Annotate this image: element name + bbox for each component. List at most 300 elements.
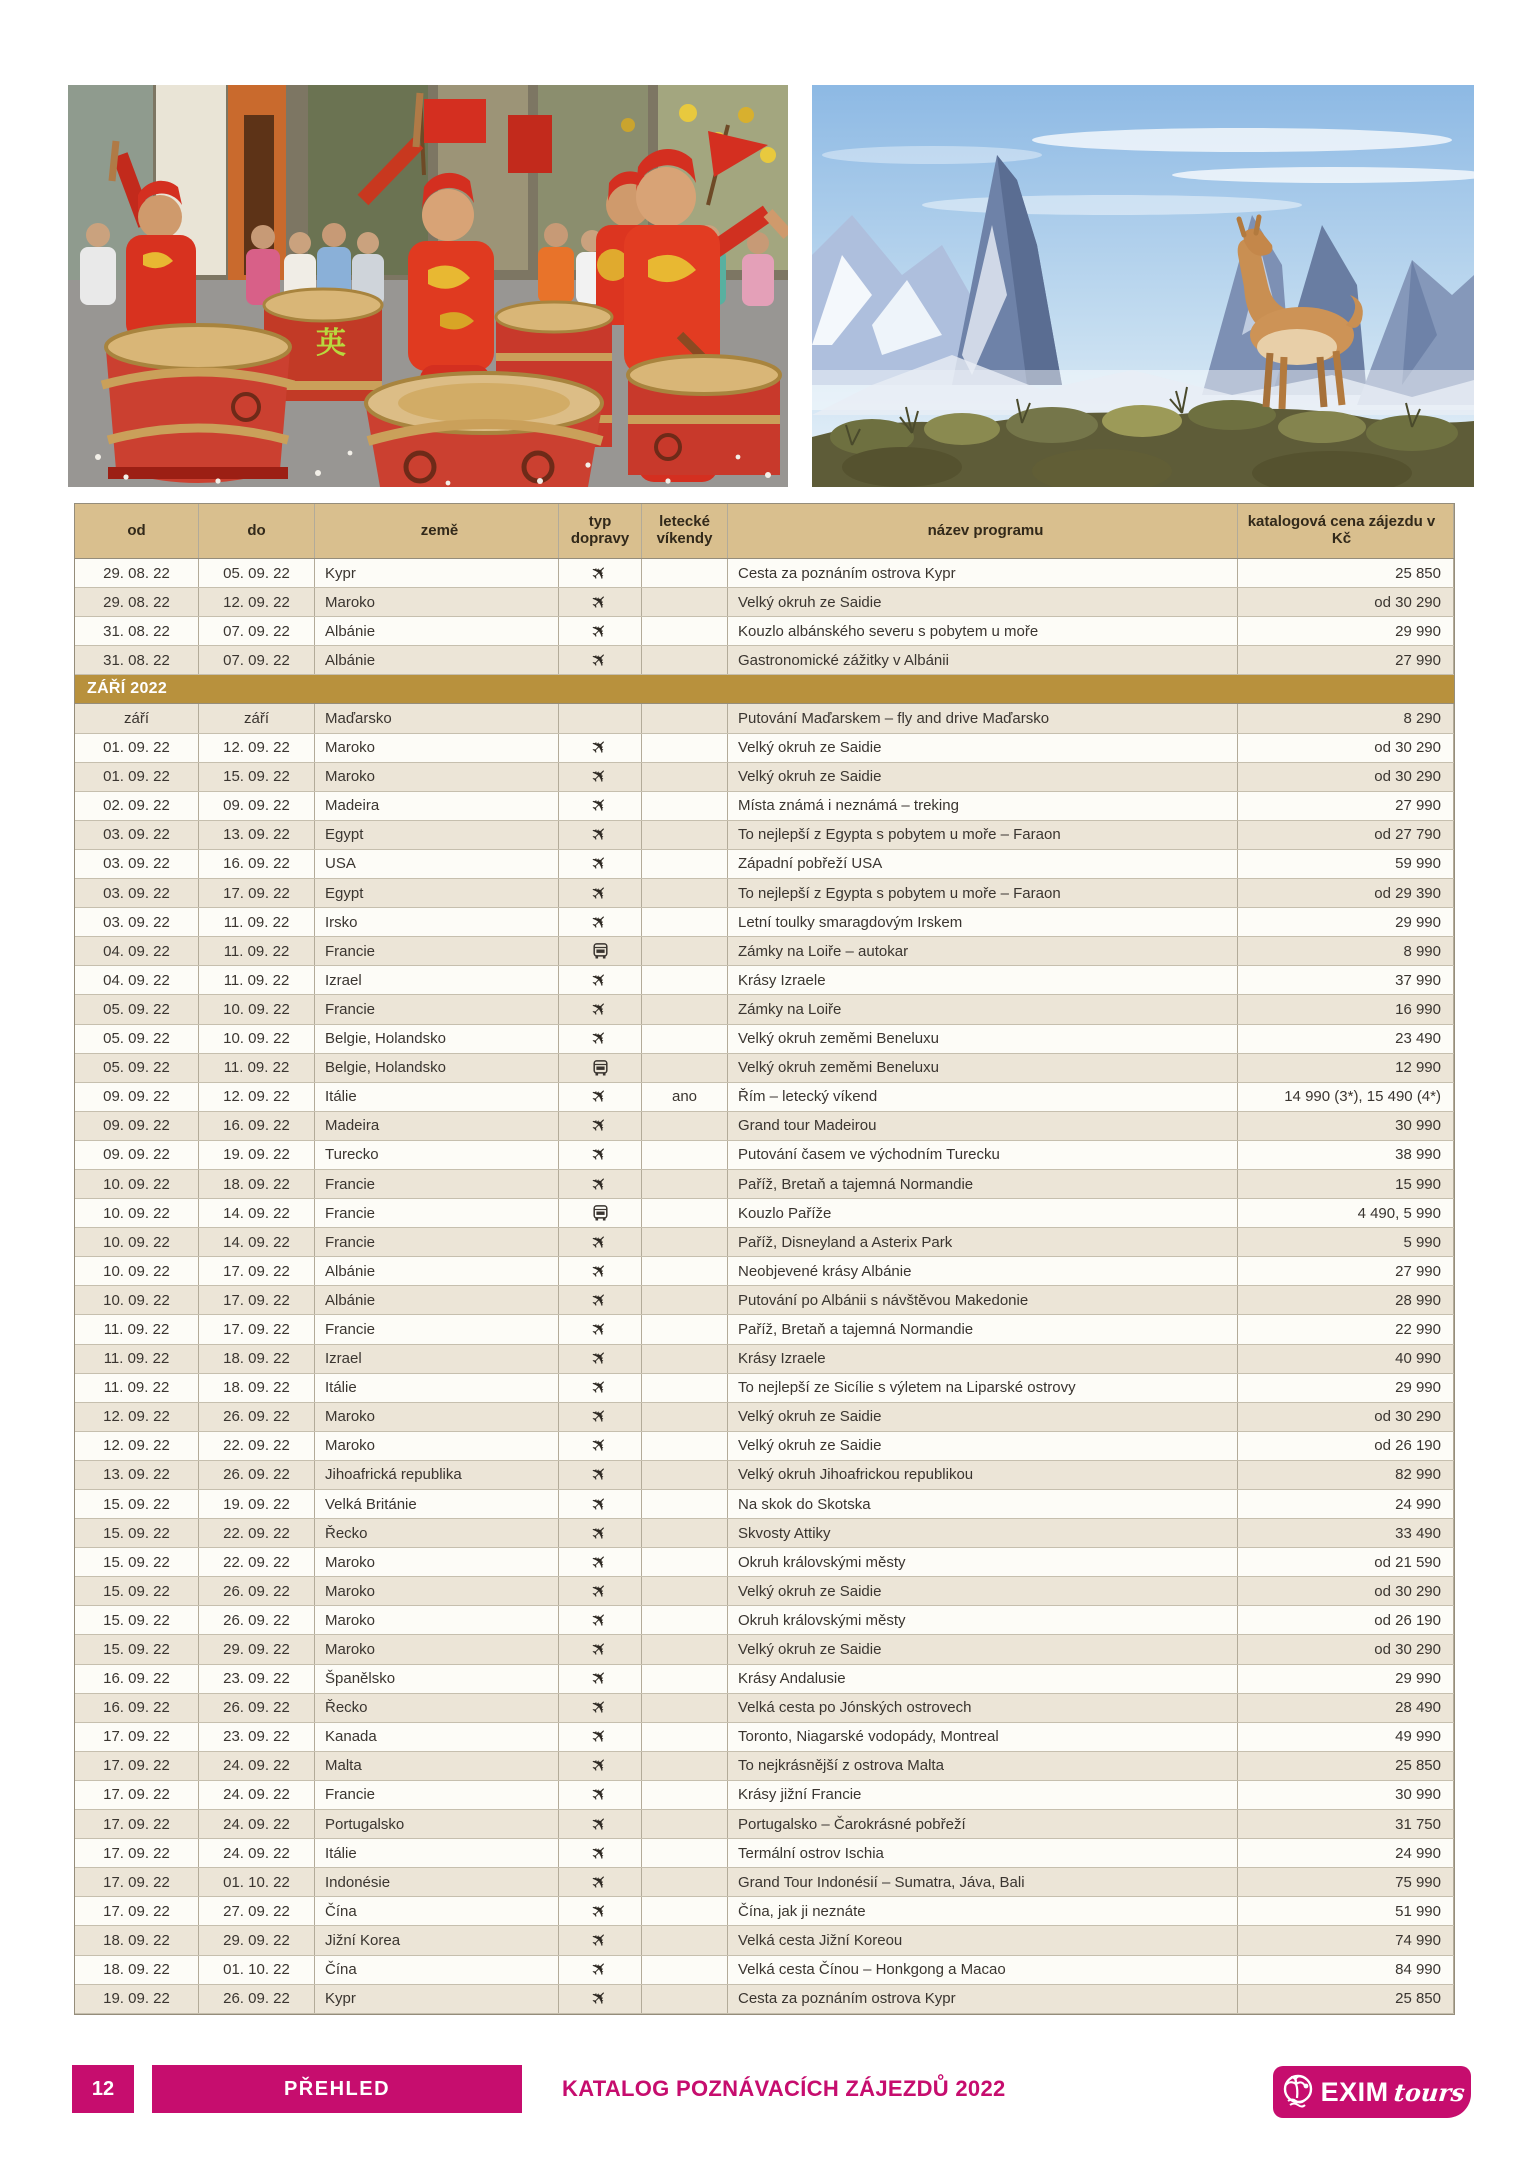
cell-do: 11. 09. 22 — [199, 1054, 315, 1082]
cell-nazev: Neobjevené krásy Albánie — [728, 1257, 1238, 1285]
cell-nazev: Velký okruh ze Saidie — [728, 1432, 1238, 1460]
cell-cena: 40 990 — [1238, 1345, 1454, 1373]
cell-nazev: Paříž, Disneyland a Asterix Park — [728, 1228, 1238, 1256]
cell-do: 17. 09. 22 — [199, 879, 315, 907]
cell-do: 10. 09. 22 — [199, 1025, 315, 1053]
table-row — [75, 1781, 1454, 1810]
plane-icon: ✈ — [586, 763, 614, 790]
cell-typ — [559, 734, 642, 762]
plane-icon: ✈ — [586, 1287, 614, 1314]
cell-vikend — [642, 1577, 728, 1605]
cell-od: 10. 09. 22 — [75, 1257, 199, 1285]
cell-nazev: Velký okruh ze Saidie — [728, 763, 1238, 791]
table-row — [75, 937, 1454, 966]
cell-typ — [559, 1752, 642, 1780]
cell-vikend — [642, 1548, 728, 1576]
cell-cena: od 30 290 — [1238, 763, 1454, 791]
cell-do: 16. 09. 22 — [199, 850, 315, 878]
cell-nazev: To nejkrásnější z ostrova Malta — [728, 1752, 1238, 1780]
cell-nazev: Kouzlo Paříže — [728, 1199, 1238, 1227]
plane-icon: ✈ — [586, 1141, 614, 1168]
cell-nazev: Západní pobřeží USA — [728, 850, 1238, 878]
cell-zeme: Maroko — [315, 1432, 559, 1460]
cell-od: 03. 09. 22 — [75, 908, 199, 936]
header-nazev: název programu — [728, 504, 1238, 558]
section-label: ZÁŘÍ 2022 — [87, 680, 168, 698]
cell-do: 26. 09. 22 — [199, 1461, 315, 1489]
cell-vikend — [642, 646, 728, 674]
cell-do: 11. 09. 22 — [199, 908, 315, 936]
cell-vikend — [642, 966, 728, 994]
cell-od: 15. 09. 22 — [75, 1490, 199, 1518]
cell-nazev: Putování po Albánii s návštěvou Makedonie — [728, 1286, 1238, 1314]
cell-do: 12. 09. 22 — [199, 734, 315, 762]
cell-do: 17. 09. 22 — [199, 1286, 315, 1314]
cell-od: 17. 09. 22 — [75, 1752, 199, 1780]
table-row — [75, 1025, 1454, 1054]
cell-od: 13. 09. 22 — [75, 1461, 199, 1489]
cell-vikend — [642, 763, 728, 791]
table-row — [75, 734, 1454, 763]
cell-nazev: Gastronomické zážitky v Albánii — [728, 646, 1238, 674]
table-row — [75, 1286, 1454, 1315]
cell-vikend — [642, 879, 728, 907]
cell-vikend — [642, 1810, 728, 1838]
cell-nazev: Velký okruh ze Saidie — [728, 734, 1238, 762]
cell-typ — [559, 1141, 642, 1169]
left-photo-drummers — [68, 85, 788, 487]
table-row — [75, 1926, 1454, 1955]
cell-od: 11. 09. 22 — [75, 1315, 199, 1343]
cell-cena: 29 990 — [1238, 908, 1454, 936]
cell-zeme: Maďarsko — [315, 704, 559, 732]
cell-nazev: Letní toulky smaragdovým Irskem — [728, 908, 1238, 936]
cell-od: 03. 09. 22 — [75, 821, 199, 849]
cell-do: 15. 09. 22 — [199, 763, 315, 791]
table-row — [75, 1461, 1454, 1490]
cell-zeme: Kypr — [315, 1985, 559, 2013]
cell-do: 19. 09. 22 — [199, 1141, 315, 1169]
cell-cena: 8 290 — [1238, 704, 1454, 732]
cell-typ — [559, 1199, 642, 1227]
plane-icon: ✈ — [586, 1490, 614, 1518]
cell-cena: 25 850 — [1238, 1752, 1454, 1780]
cell-od: 18. 09. 22 — [75, 1956, 199, 1984]
plane-icon: ✈ — [586, 1083, 614, 1110]
cell-zeme: Řecko — [315, 1519, 559, 1547]
cell-vikend — [642, 588, 728, 616]
plane-icon: ✈ — [586, 1956, 614, 1983]
cell-zeme: Madeira — [315, 1112, 559, 1140]
cell-do: 24. 09. 22 — [199, 1839, 315, 1867]
cell-cena: 5 990 — [1238, 1228, 1454, 1256]
cell-od: 10. 09. 22 — [75, 1199, 199, 1227]
table-row — [75, 1577, 1454, 1606]
cell-od: 15. 09. 22 — [75, 1635, 199, 1663]
cell-cena: 22 990 — [1238, 1315, 1454, 1343]
cell-od: 03. 09. 22 — [75, 850, 199, 878]
cell-cena: 25 850 — [1238, 1985, 1454, 2013]
cell-cena: od 26 190 — [1238, 1606, 1454, 1634]
plane-icon: ✈ — [586, 1607, 614, 1634]
cell-typ — [559, 850, 642, 878]
plane-icon: ✈ — [586, 1025, 614, 1052]
cell-zeme: Portugalsko — [315, 1810, 559, 1838]
cell-zeme: Jihoafrická republika — [315, 1461, 559, 1489]
cell-vikend — [642, 1315, 728, 1343]
cell-od: 16. 09. 22 — [75, 1694, 199, 1722]
cell-vikend — [642, 1054, 728, 1082]
cell-cena: 27 990 — [1238, 792, 1454, 820]
cell-zeme: Francie — [315, 1781, 559, 1809]
cell-typ — [559, 908, 642, 936]
cell-zeme: Maroko — [315, 1606, 559, 1634]
plane-icon: ✈ — [586, 1345, 614, 1372]
cell-typ — [559, 1315, 642, 1343]
cell-vikend — [642, 1374, 728, 1402]
cell-nazev: To nejlepší z Egypta s pobytem u moře – Faraon — [728, 821, 1238, 849]
cell-od: 31. 08. 22 — [75, 646, 199, 674]
cell-od: 05. 09. 22 — [75, 995, 199, 1023]
plane-icon: ✈ — [586, 1781, 614, 1809]
header-typ: typ dopravy — [559, 504, 642, 558]
cell-nazev: Paříž, Bretaň a tajemná Normandie — [728, 1170, 1238, 1198]
cell-vikend — [642, 734, 728, 762]
plane-icon: ✈ — [586, 1752, 614, 1779]
cell-vikend — [642, 1665, 728, 1693]
table-row — [75, 646, 1454, 675]
cell-do: 16. 09. 22 — [199, 1112, 315, 1140]
cell-nazev: Místa známá i neznámá – treking — [728, 792, 1238, 820]
cell-cena: 14 990 (3*), 15 490 (4*) — [1238, 1083, 1454, 1111]
cell-typ — [559, 995, 642, 1023]
cell-od: 17. 09. 22 — [75, 1897, 199, 1925]
cell-cena: 82 990 — [1238, 1461, 1454, 1489]
cell-zeme: Izrael — [315, 1345, 559, 1373]
cell-do: 26. 09. 22 — [199, 1403, 315, 1431]
cell-cena: 49 990 — [1238, 1723, 1454, 1751]
plane-icon: ✈ — [586, 1549, 614, 1576]
cell-cena: 37 990 — [1238, 966, 1454, 994]
cell-nazev: Velká cesta Čínou – Honkgong a Macao — [728, 1956, 1238, 1984]
table-row — [75, 1403, 1454, 1432]
cell-typ — [559, 588, 642, 616]
plane-icon: ✈ — [586, 618, 614, 645]
cell-od: 15. 09. 22 — [75, 1519, 199, 1547]
cell-od: 10. 09. 22 — [75, 1228, 199, 1256]
cell-typ — [559, 1257, 642, 1285]
cell-typ — [559, 1839, 642, 1867]
cell-od: 17. 09. 22 — [75, 1810, 199, 1838]
header-vikend: letecké víkendy — [642, 504, 728, 558]
cell-vikend: ano — [642, 1083, 728, 1111]
cell-do: 26. 09. 22 — [199, 1577, 315, 1605]
plane-icon: ✈ — [586, 1112, 614, 1139]
plane-icon: ✈ — [586, 1665, 614, 1692]
cell-typ — [559, 559, 642, 587]
table-row — [75, 792, 1454, 821]
cell-nazev: Velká cesta Jižní Koreou — [728, 1926, 1238, 1954]
cell-nazev: Velká cesta po Jónských ostrovech — [728, 1694, 1238, 1722]
cell-do: září — [199, 704, 315, 732]
cell-zeme: Itálie — [315, 1374, 559, 1402]
cell-zeme: Kypr — [315, 559, 559, 587]
cell-do: 18. 09. 22 — [199, 1170, 315, 1198]
cell-nazev: Okruh královskými městy — [728, 1548, 1238, 1576]
cell-typ — [559, 1606, 642, 1634]
cell-od: 09. 09. 22 — [75, 1112, 199, 1140]
cell-nazev: Paříž, Bretaň a tajemná Normandie — [728, 1315, 1238, 1343]
cell-cena: 12 990 — [1238, 1054, 1454, 1082]
cell-nazev: Zámky na Loiře – autokar — [728, 937, 1238, 965]
cell-zeme: Francie — [315, 937, 559, 965]
cell-do: 18. 09. 22 — [199, 1374, 315, 1402]
plane-icon: ✈ — [586, 967, 614, 994]
cell-vikend — [642, 908, 728, 936]
cell-zeme: USA — [315, 850, 559, 878]
cell-cena: od 27 790 — [1238, 821, 1454, 849]
cell-vikend — [642, 995, 728, 1023]
cell-typ — [559, 1781, 642, 1809]
cell-cena: 75 990 — [1238, 1868, 1454, 1896]
cell-vikend — [642, 1141, 728, 1169]
overview-tab: PŘEHLED — [152, 2065, 522, 2113]
table-body — [75, 559, 1454, 2014]
cell-od: 29. 08. 22 — [75, 588, 199, 616]
cell-nazev: Grand Tour Indonésií – Sumatra, Jáva, Bali — [728, 1868, 1238, 1896]
cell-od: 09. 09. 22 — [75, 1083, 199, 1111]
cell-vikend — [642, 1170, 728, 1198]
cell-cena: od 30 290 — [1238, 588, 1454, 616]
cell-vikend — [642, 1490, 728, 1518]
cell-vikend — [642, 1228, 728, 1256]
plane-icon: ✈ — [586, 996, 614, 1023]
cell-zeme: Madeira — [315, 792, 559, 820]
plane-icon: ✈ — [586, 1316, 614, 1343]
cell-do: 07. 09. 22 — [199, 617, 315, 645]
cell-zeme: Belgie, Holandsko — [315, 1025, 559, 1053]
table-row — [75, 763, 1454, 792]
cell-cena: od 30 290 — [1238, 734, 1454, 762]
cell-typ — [559, 1723, 642, 1751]
cell-cena: od 29 390 — [1238, 879, 1454, 907]
cell-cena: 27 990 — [1238, 646, 1454, 674]
table-header — [75, 504, 1454, 559]
cell-vikend — [642, 850, 728, 878]
cell-typ — [559, 1403, 642, 1431]
cell-cena: 31 750 — [1238, 1810, 1454, 1838]
cell-zeme: Maroko — [315, 1403, 559, 1431]
right-photo-patagonia-guanaco — [812, 85, 1474, 487]
cell-typ — [559, 1926, 642, 1954]
cell-nazev: Velký okruh ze Saidie — [728, 588, 1238, 616]
cell-nazev: Okruh královskými městy — [728, 1606, 1238, 1634]
cell-cena: 33 490 — [1238, 1519, 1454, 1547]
cell-typ — [559, 1432, 642, 1460]
cell-do: 18. 09. 22 — [199, 1345, 315, 1373]
cell-nazev: Řím – letecký víkend — [728, 1083, 1238, 1111]
cell-do: 12. 09. 22 — [199, 588, 315, 616]
plane-icon: ✈ — [586, 559, 614, 587]
plane-icon: ✈ — [586, 1840, 614, 1867]
table-row — [75, 1897, 1454, 1926]
cell-typ — [559, 1694, 642, 1722]
cell-cena: 30 990 — [1238, 1781, 1454, 1809]
cell-zeme: Albánie — [315, 1286, 559, 1314]
plane-icon: ✈ — [586, 1723, 614, 1750]
cell-od: 12. 09. 22 — [75, 1403, 199, 1431]
cell-zeme: Maroko — [315, 588, 559, 616]
cell-vikend — [642, 704, 728, 732]
table-row — [75, 1548, 1454, 1577]
cell-od: 16. 09. 22 — [75, 1665, 199, 1693]
cell-typ — [559, 1461, 642, 1489]
cell-zeme: Maroko — [315, 763, 559, 791]
cell-zeme: Francie — [315, 1199, 559, 1227]
cell-do: 26. 09. 22 — [199, 1606, 315, 1634]
table-row — [75, 1054, 1454, 1083]
plane-icon: ✈ — [586, 1927, 614, 1954]
cell-nazev: Velký okruh ze Saidie — [728, 1403, 1238, 1431]
cell-nazev: Portugalsko – Čarokrásné pobřeží — [728, 1810, 1238, 1838]
cell-zeme: Irsko — [315, 908, 559, 936]
cell-vikend — [642, 1839, 728, 1867]
cell-do: 14. 09. 22 — [199, 1199, 315, 1227]
cell-typ — [559, 821, 642, 849]
cell-cena: 15 990 — [1238, 1170, 1454, 1198]
cell-do: 01. 10. 22 — [199, 1956, 315, 1984]
cell-cena: od 26 190 — [1238, 1432, 1454, 1460]
plane-icon: ✈ — [586, 1229, 614, 1256]
cell-nazev: Cesta za poznáním ostrova Kypr — [728, 559, 1238, 587]
plane-icon: ✈ — [586, 1432, 614, 1459]
brand-suffix: tours — [1392, 2077, 1466, 2107]
cell-zeme: Francie — [315, 995, 559, 1023]
header-cena: katalogová cena zájezdu v Kč — [1238, 504, 1454, 558]
cell-nazev: Putování časem ve východním Turecku — [728, 1141, 1238, 1169]
plane-icon: ✈ — [586, 1985, 614, 2012]
table-row — [75, 1257, 1454, 1286]
cell-od: 01. 09. 22 — [75, 763, 199, 791]
cell-typ — [559, 1025, 642, 1053]
plane-icon: ✈ — [586, 1258, 614, 1285]
patagonia-guanaco-illustration — [812, 85, 1474, 487]
cell-do: 11. 09. 22 — [199, 966, 315, 994]
table-row — [75, 1345, 1454, 1374]
cell-cena: 27 990 — [1238, 1257, 1454, 1285]
cell-vikend — [642, 1025, 728, 1053]
cell-do: 13. 09. 22 — [199, 821, 315, 849]
plane-icon: ✈ — [586, 1898, 614, 1925]
cell-nazev: Grand tour Madeirou — [728, 1112, 1238, 1140]
cell-do: 12. 09. 22 — [199, 1083, 315, 1111]
table-row — [75, 1985, 1454, 2014]
cell-nazev: Velký okruh ze Saidie — [728, 1635, 1238, 1663]
cell-zeme: Egypt — [315, 879, 559, 907]
cell-cena: 24 990 — [1238, 1490, 1454, 1518]
cell-cena: 28 490 — [1238, 1694, 1454, 1722]
cell-nazev: Krásy jižní Francie — [728, 1781, 1238, 1809]
cell-zeme: Jižní Korea — [315, 1926, 559, 1954]
cell-typ — [559, 792, 642, 820]
cell-nazev: Čína, jak ji neznáte — [728, 1897, 1238, 1925]
table-row — [75, 879, 1454, 908]
table-row — [75, 1315, 1454, 1344]
cell-cena: 28 990 — [1238, 1286, 1454, 1314]
table-row — [75, 1694, 1454, 1723]
cell-typ — [559, 1956, 642, 1984]
table-row — [75, 1519, 1454, 1548]
cell-cena: 25 850 — [1238, 559, 1454, 587]
cell-vikend — [642, 1199, 728, 1227]
cell-typ — [559, 1985, 642, 2013]
cell-od: 02. 09. 22 — [75, 792, 199, 820]
cell-zeme: Francie — [315, 1315, 559, 1343]
cell-nazev: Skvosty Attiky — [728, 1519, 1238, 1547]
cell-od: 05. 09. 22 — [75, 1054, 199, 1082]
table-row — [75, 1083, 1454, 1112]
cell-cena: od 30 290 — [1238, 1635, 1454, 1663]
cell-cena: 24 990 — [1238, 1839, 1454, 1867]
table-row — [75, 1374, 1454, 1403]
cell-do: 22. 09. 22 — [199, 1519, 315, 1547]
cell-zeme: Čína — [315, 1956, 559, 1984]
cell-nazev: Termální ostrov Ischia — [728, 1839, 1238, 1867]
drummers-parade-illustration — [68, 85, 788, 487]
cell-do: 23. 09. 22 — [199, 1723, 315, 1751]
cell-do: 29. 09. 22 — [199, 1926, 315, 1954]
cell-do: 19. 09. 22 — [199, 1490, 315, 1518]
cell-od: 10. 09. 22 — [75, 1170, 199, 1198]
cell-nazev: Toronto, Niagarské vodopády, Montreal — [728, 1723, 1238, 1751]
plane-icon: ✈ — [586, 589, 614, 616]
cell-zeme: Indonésie — [315, 1868, 559, 1896]
cell-od: 17. 09. 22 — [75, 1868, 199, 1896]
cell-do: 14. 09. 22 — [199, 1228, 315, 1256]
cell-do: 07. 09. 22 — [199, 646, 315, 674]
cell-cena: 74 990 — [1238, 1926, 1454, 1954]
cell-cena: 30 990 — [1238, 1112, 1454, 1140]
palm-tree-icon — [1280, 2072, 1316, 2113]
cell-zeme: Malta — [315, 1752, 559, 1780]
cell-vikend — [642, 1112, 728, 1140]
cell-zeme: Albánie — [315, 1257, 559, 1285]
cell-cena: 23 490 — [1238, 1025, 1454, 1053]
cell-vikend — [642, 821, 728, 849]
cell-od: 01. 09. 22 — [75, 734, 199, 762]
cell-typ — [559, 1054, 642, 1082]
header-od: od — [75, 504, 199, 558]
cell-typ — [559, 879, 642, 907]
cell-do: 11. 09. 22 — [199, 937, 315, 965]
cell-do: 24. 09. 22 — [199, 1781, 315, 1809]
cell-zeme: Izrael — [315, 966, 559, 994]
table-row — [75, 821, 1454, 850]
cell-vikend — [642, 1985, 728, 2013]
cell-typ — [559, 1170, 642, 1198]
table-row — [75, 1170, 1454, 1199]
cell-typ — [559, 966, 642, 994]
cell-typ — [559, 1519, 642, 1547]
table-row — [75, 617, 1454, 646]
plane-icon: ✈ — [586, 1170, 614, 1198]
cell-typ — [559, 1665, 642, 1693]
cell-od: 03. 09. 22 — [75, 879, 199, 907]
cell-od: 15. 09. 22 — [75, 1606, 199, 1634]
cell-zeme: Albánie — [315, 646, 559, 674]
cell-nazev: Krásy Andalusie — [728, 1665, 1238, 1693]
cell-vikend — [642, 1926, 728, 1954]
